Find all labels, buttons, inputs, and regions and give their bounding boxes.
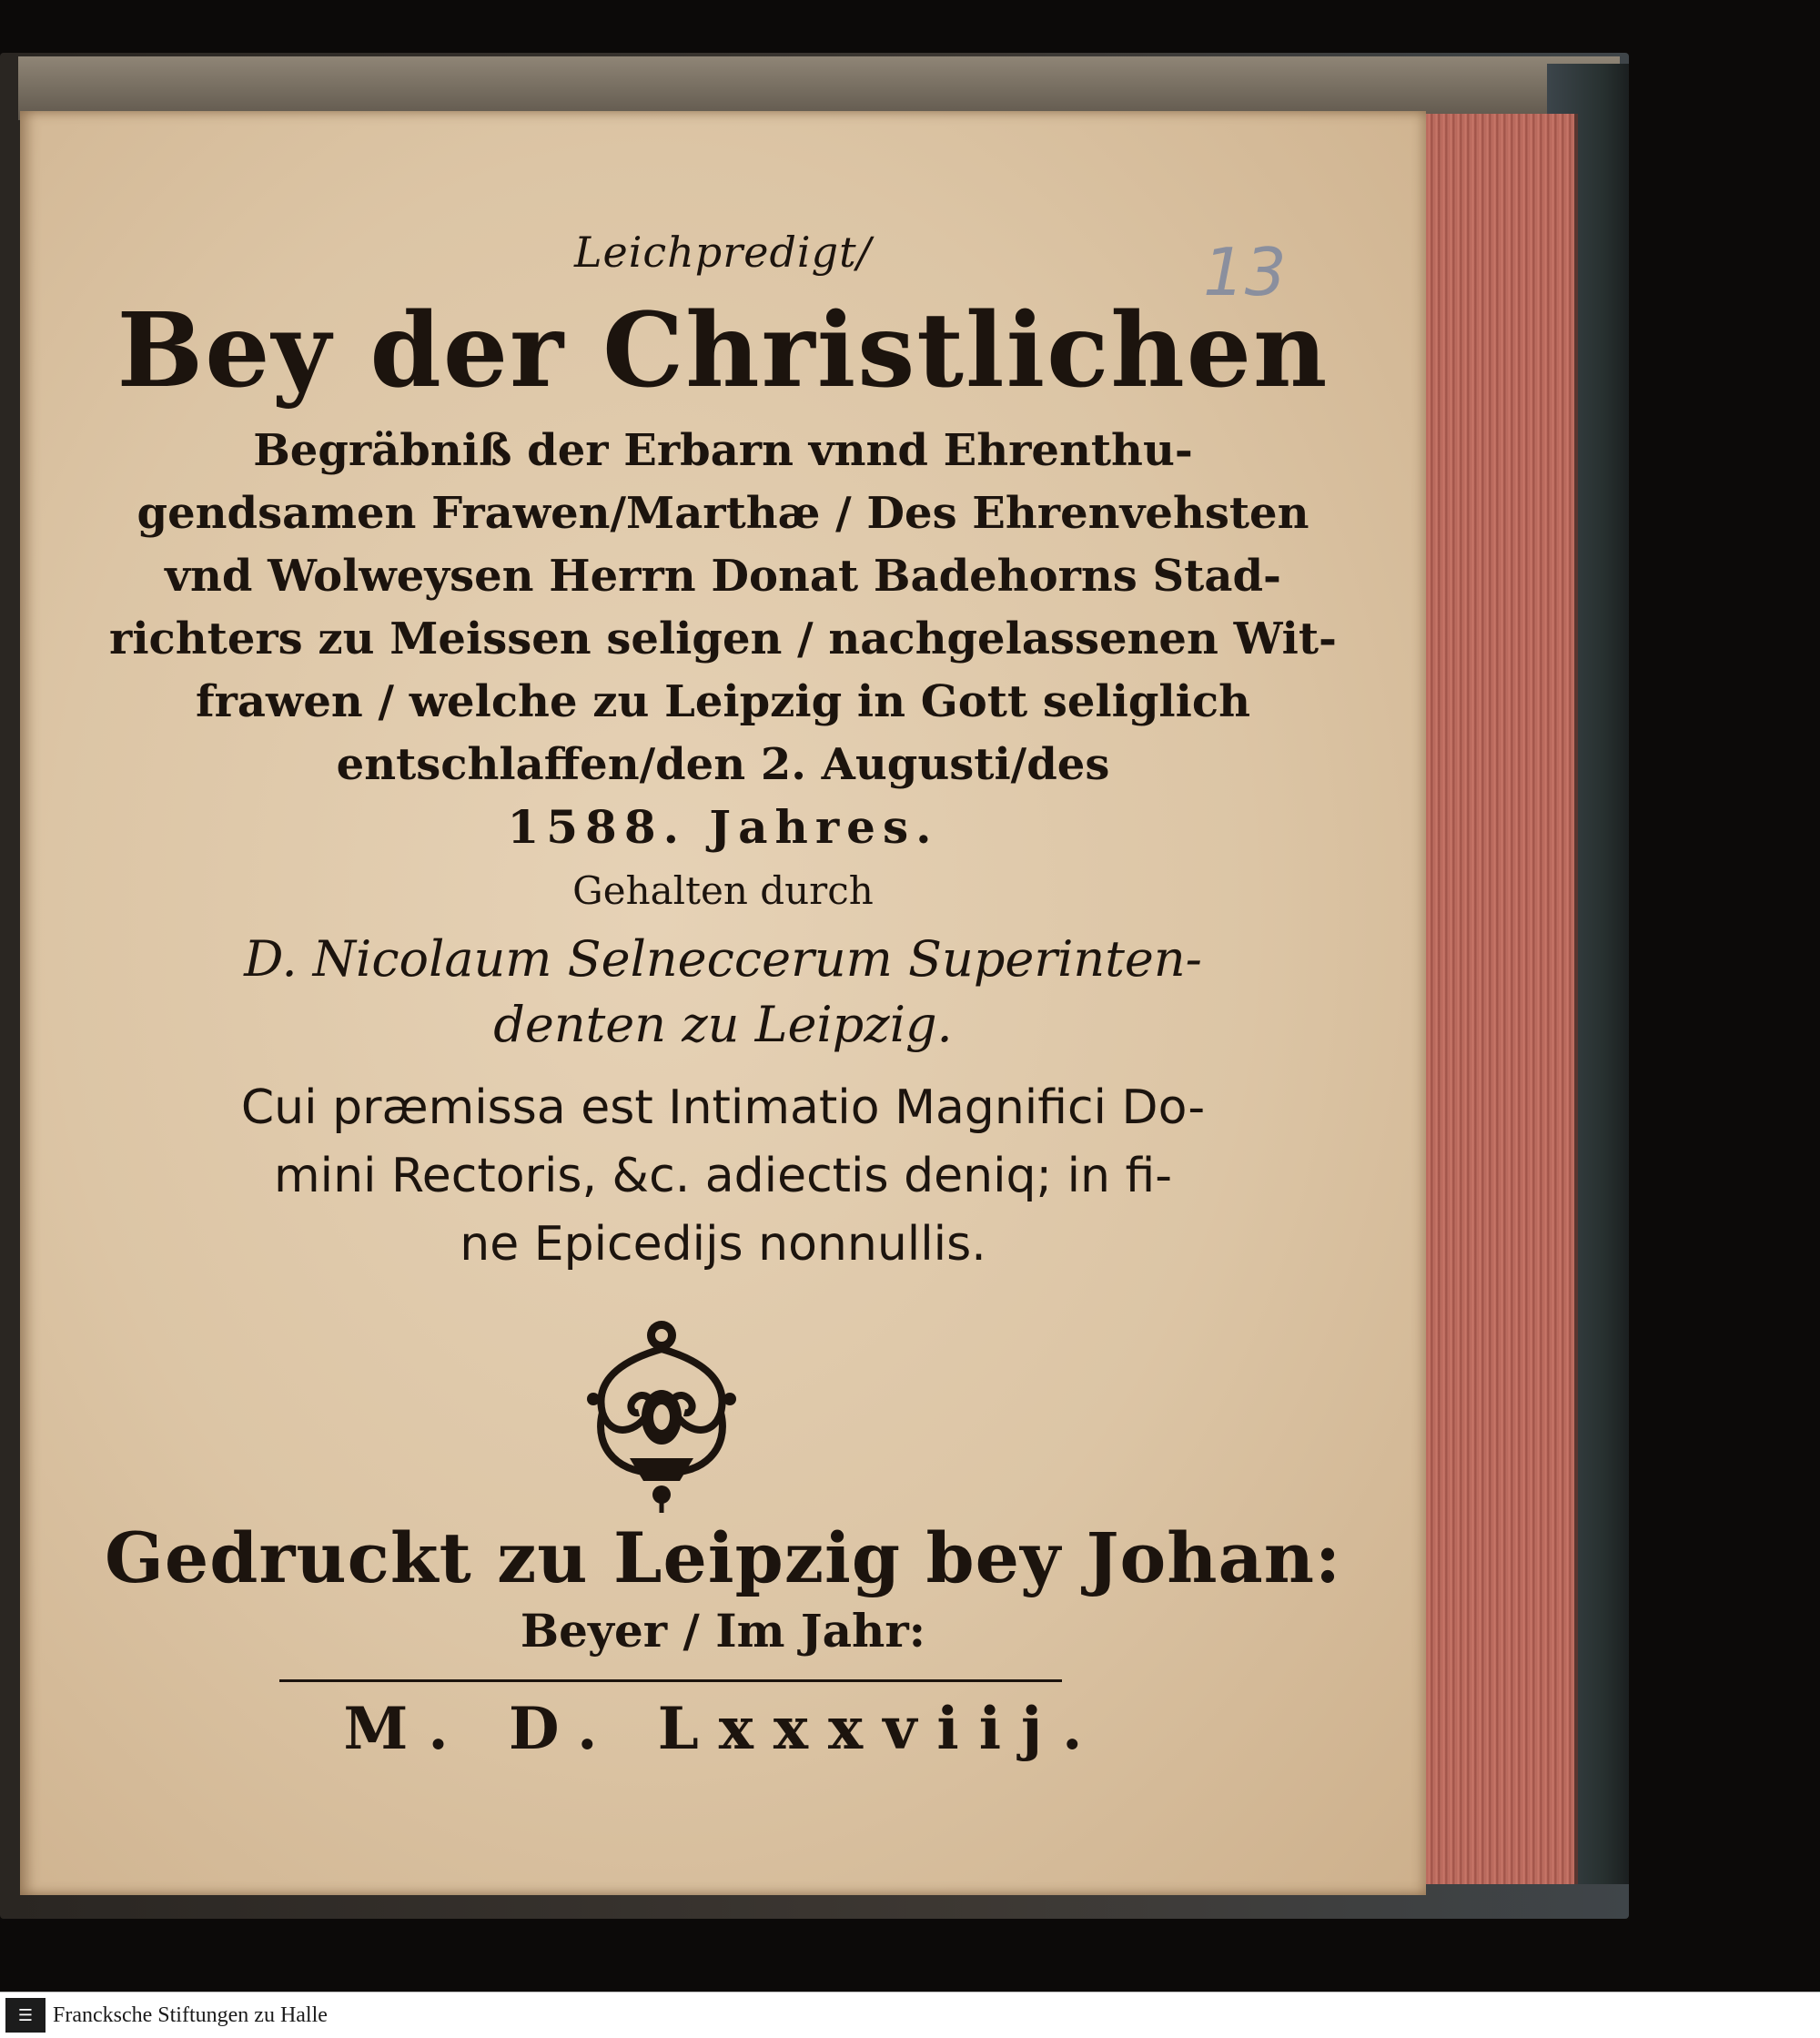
header-line: Leichpredigt/: [573, 228, 873, 277]
imprint-line: Beyer / Im Jahr:: [520, 1604, 926, 1658]
footer-label: Francksche Stiftungen zu Halle: [53, 2003, 328, 2027]
author-line: denten zu Leipzig.: [493, 996, 953, 1053]
date-line: M. D. Lxxxviij.: [343, 1695, 1103, 1763]
title-line: Bey der Christlichen: [116, 291, 1330, 411]
pencil-annotation: 13: [1203, 234, 1287, 310]
body-line: Begräbniß der Erbarn vnnd Ehrenthu-: [253, 425, 1193, 476]
page-block-edges: [1420, 114, 1578, 1884]
body-line: gendsamen Frawen/Marthæ / Des Ehrenvehsten: [136, 488, 1309, 539]
body-line: entschlaffen/den 2. Augusti/des: [336, 739, 1110, 790]
latin-line: Cui præmissa est Intimatio Magnifici Do-: [240, 1080, 1206, 1135]
institution-logo-icon: ☰: [5, 1998, 46, 2033]
author-line: D. Nicolaum Selneccerum Superinten-: [244, 930, 1202, 988]
footer-bar: [0, 1992, 1820, 2038]
imprint-line: Gedruckt zu Leipzig bey Johan:: [104, 1517, 1342, 1598]
held-by-line: Gehalten durch: [572, 868, 874, 913]
divider-rule: [279, 1679, 1062, 1682]
body-line: frawen / welche zu Leipzig in Gott seliglich: [195, 676, 1251, 727]
latin-line: mini Rectoris, &c. adiectis deniq; in fi-: [273, 1149, 1173, 1203]
latin-line: ne Epicedijs nonnullis.: [460, 1217, 986, 1272]
body-line: richters zu Meissen seligen / nachgelassenen Wit-: [109, 613, 1337, 664]
title-page: [20, 111, 1426, 1895]
body-line: vnd Wolweysen Herrn Donat Badehorns Stad-: [165, 551, 1281, 602]
printers-ornament-icon: [575, 1313, 748, 1513]
year-line: 1588. Jahres.: [507, 800, 939, 854]
